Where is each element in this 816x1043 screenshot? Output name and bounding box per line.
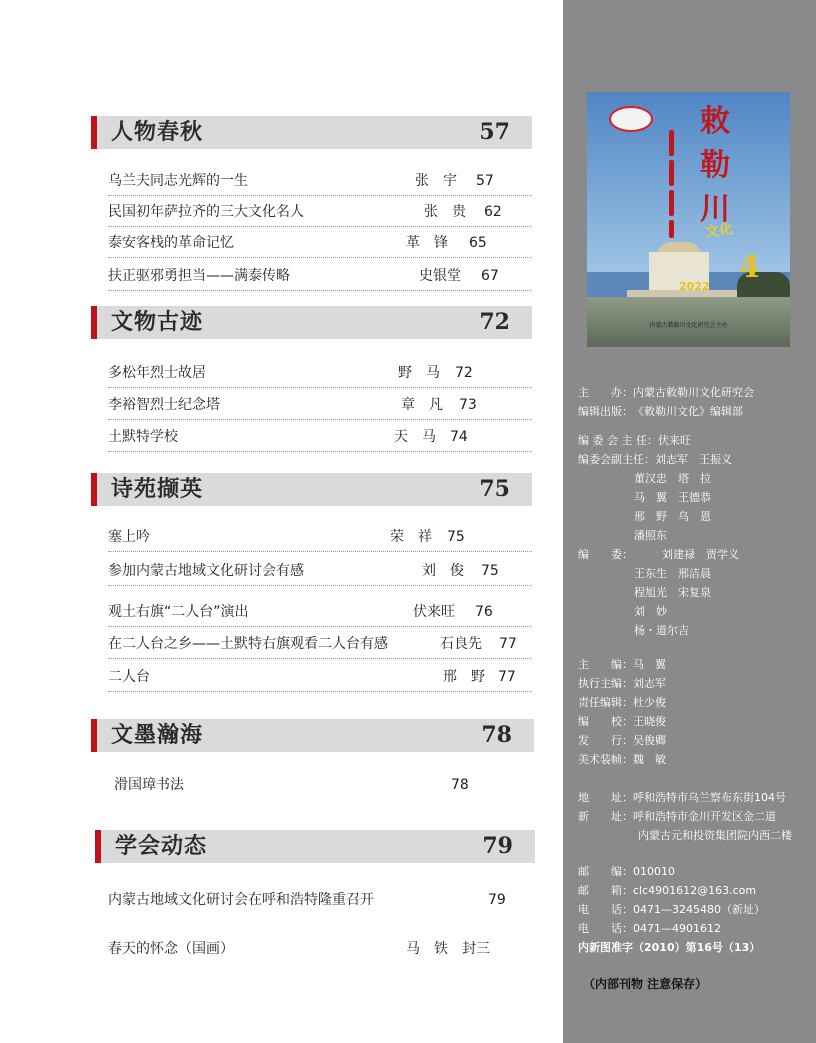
entry-page: 73: [459, 397, 477, 413]
cover-thumbnail[interactable]: [587, 92, 790, 347]
entry-title: 乌兰夫同志光辉的一生: [108, 173, 248, 189]
section-page: 57: [479, 119, 510, 145]
committee-members-label: 编 委：: [578, 548, 633, 561]
committee-director-value: 伏来旺: [658, 434, 691, 447]
masthead-publishing: [578, 383, 813, 421]
entry-page: 57: [476, 173, 494, 189]
postcode-value: 010010: [633, 865, 675, 878]
phone-label: 电 话：: [578, 922, 633, 935]
toc-entry[interactable]: [108, 198, 532, 227]
resp-editor-line: [578, 693, 813, 712]
phone-value: 0471—3245480（新址）: [633, 903, 765, 916]
entry-title: 多松年烈士故居: [108, 365, 206, 381]
section-page: 79: [482, 833, 513, 859]
section-accent-bar: [95, 830, 101, 863]
email-label: 邮 箱：: [578, 884, 633, 897]
phone-value: 0471—4901612: [633, 922, 721, 935]
publisher-label: 编辑出版：: [578, 405, 633, 418]
proofreader-line: [578, 712, 813, 731]
entry-page: 67: [481, 268, 499, 284]
cover-issue-number: 4: [739, 250, 760, 285]
phone-label: 电 话：: [578, 903, 633, 916]
committee-line: 王东生 邢洁晨: [634, 567, 711, 580]
entry-author: 天 马: [394, 429, 436, 445]
section-accent-bar: [91, 306, 97, 339]
distributor-line: [578, 731, 813, 750]
entry-title: 滑国璋书法: [114, 777, 184, 793]
entry-title: 扶正驱邪勇担当——满泰传略: [108, 268, 290, 284]
cover-culture-label: 文化: [704, 221, 735, 241]
section-header-calligraphy: [91, 719, 534, 752]
entry-page: 75: [447, 529, 465, 545]
section-title: 文物古迹: [111, 309, 204, 335]
entry-title: 参加内蒙古地域文化研讨会有感: [108, 563, 304, 579]
toc-entry[interactable]: [108, 630, 532, 659]
postcode-line: [578, 862, 813, 881]
entry-author: 章 凡: [401, 397, 443, 413]
chief-editor-line: [578, 655, 813, 674]
new-address-line: [578, 807, 813, 826]
entry-title: 塞上吟: [108, 529, 150, 545]
entry-title: 土默特学校: [108, 429, 178, 445]
deputy-line: 马 翼 王德恭: [634, 491, 711, 504]
toc-entry[interactable]: [108, 391, 532, 420]
toc-entry[interactable]: [108, 359, 532, 388]
cover-year: 2022: [679, 280, 710, 293]
entry-author: 荣 祥: [390, 529, 432, 545]
new-address-label: 新 址：: [578, 810, 633, 823]
art-design-value: 魏 敏: [633, 753, 666, 766]
chief-editor-label: 主 编：: [578, 658, 633, 671]
section-title: 学会动态: [115, 833, 208, 859]
sponsor-line: [578, 383, 813, 402]
entry-page: 62: [484, 204, 502, 220]
section-accent-bar: [91, 473, 97, 506]
masthead-contact: [578, 862, 813, 957]
entry-page: 79: [488, 892, 506, 908]
entry-author: 张 宇: [415, 173, 457, 189]
resp-editor-label: 责任编辑：: [578, 696, 633, 709]
sponsor-value: 内蒙古敕勒川文化研究会: [633, 386, 754, 399]
entry-author: 革 锋: [406, 235, 448, 251]
cover-title-char: 勒: [700, 148, 730, 183]
entry-author: 张 贵: [424, 204, 466, 220]
entry-title: 李裕智烈士纪念塔: [108, 397, 220, 413]
committee-line: 程旭光 宋复泉: [634, 586, 711, 599]
section-page: 75: [479, 476, 510, 502]
entry-title: 观土右旗“二人台”演出: [108, 604, 249, 620]
masthead-editors: [578, 655, 813, 769]
section-header-society-news: [95, 830, 535, 863]
committee-director-label: 编 委 会 主 任：: [578, 434, 658, 447]
toc-entry[interactable]: [108, 598, 532, 627]
permit-number: 内新图准字（2010）第16号（13）: [578, 941, 761, 954]
entry-author: 史银堂: [419, 268, 461, 284]
cover-title: [695, 100, 735, 232]
entry-page: 74: [450, 429, 468, 445]
section-page: 72: [479, 309, 510, 335]
cover-caption: 内蒙古敕勒川文化研究会主办: [649, 322, 728, 329]
exec-editor-value: 刘志军: [633, 677, 666, 690]
toc-entry[interactable]: [108, 886, 532, 914]
committee-line: 杨・道尔吉: [634, 624, 689, 637]
new-address-value: 呼和浩特市金川开发区金二道: [633, 810, 776, 823]
cover-title-char: 川: [700, 192, 730, 227]
deputy-line: 邢 野 乌 恩: [634, 510, 711, 523]
section-header-relics: [91, 306, 532, 339]
publisher-line: [578, 402, 813, 421]
address-line: [578, 788, 813, 807]
entry-title: 民国初年萨拉齐的三大文化名人: [108, 204, 304, 220]
committee-line: 刘 妙: [634, 605, 667, 618]
entry-author: 石良先: [440, 636, 482, 652]
entry-author: 马 铁 封三: [406, 941, 490, 957]
toc-entry[interactable]: [108, 935, 532, 963]
section-title: 文墨瀚海: [111, 722, 204, 748]
section-accent-bar: [91, 719, 97, 752]
resp-editor-value: 杜少俊: [633, 696, 666, 709]
exec-editor-line: [578, 674, 813, 693]
exec-editor-label: 执行主编：: [578, 677, 633, 690]
entry-title: 泰安客栈的革命记忆: [108, 235, 234, 251]
entry-page: 76: [475, 604, 493, 620]
cover-title-char: 敕: [700, 104, 730, 139]
cover-logo-icon: [609, 106, 653, 132]
cover-mongolian-script: [657, 130, 687, 240]
committee-director-line: [578, 431, 813, 450]
entry-author: 邢 野: [443, 669, 485, 685]
committee-deputy-line: [578, 450, 813, 469]
section-accent-bar: [91, 116, 97, 149]
entry-page: 77: [499, 636, 517, 652]
toc-entry[interactable]: [108, 167, 532, 196]
masthead-address: [578, 788, 813, 845]
address-value: 呼和浩特市乌兰察布东街104号: [633, 791, 786, 804]
internal-notice: （内部刊物 注意保存）: [583, 977, 708, 991]
section-header-people: [91, 116, 532, 149]
email-line: [578, 881, 813, 900]
entry-page: 65: [469, 235, 487, 251]
entry-page: 77: [498, 669, 516, 685]
entry-page: 78: [451, 777, 469, 793]
deputy-line: 董汉忠 塔 拉: [634, 472, 711, 485]
phone-line: [578, 900, 813, 919]
toc-entry[interactable]: [108, 663, 532, 692]
distributor-label: 发 行：: [578, 734, 633, 747]
toc-entry[interactable]: [108, 557, 532, 586]
entry-author: 伏来旺: [413, 604, 455, 620]
postcode-label: 邮 编：: [578, 865, 633, 878]
committee-deputy-label: 编委会副主任：: [578, 453, 655, 466]
section-title: 诗苑撷英: [111, 476, 204, 502]
section-header-poetry: [91, 473, 532, 506]
address-label: 地 址：: [578, 791, 633, 804]
art-design-line: [578, 750, 813, 769]
toc-entry[interactable]: [114, 771, 538, 799]
section-title: 人物春秋: [111, 119, 204, 145]
toc-entry[interactable]: [108, 262, 532, 291]
section-page: 78: [481, 722, 512, 748]
toc-entry[interactable]: [108, 423, 532, 452]
email-value[interactable]: clc4901612@163.com: [633, 884, 757, 897]
committee-members-value: 刘建禄 贾学义: [662, 548, 739, 561]
phone-line: [578, 919, 813, 938]
new-address-line2: 内蒙古元和投资集团院内西二楼: [638, 829, 792, 842]
entry-page: 72: [455, 365, 473, 381]
sponsor-label: 主 办：: [578, 386, 633, 399]
deputy-line: 潘照东: [634, 529, 667, 542]
art-design-label: 美术装帧：: [578, 753, 633, 766]
toc-entry[interactable]: [108, 229, 532, 258]
entry-author: 野 马: [398, 365, 440, 381]
proofreader-label: 编 校：: [578, 715, 633, 728]
proofreader-value: 王晓俊: [633, 715, 666, 728]
toc-entry[interactable]: [108, 523, 532, 552]
entry-author: 刘 俊: [422, 563, 464, 579]
entry-title: 内蒙古地域文化研讨会在呼和浩特隆重召开: [108, 892, 374, 908]
masthead-committee: [578, 431, 813, 640]
distributor-value: 吴俊卿: [633, 734, 666, 747]
chief-editor-value: 马 翼: [633, 658, 666, 671]
entry-title: 二人台: [108, 669, 150, 685]
publisher-value: 《敕勒川文化》编辑部: [633, 405, 743, 418]
entry-page: 75: [481, 563, 499, 579]
committee-deputy-value: 刘志军 王振义: [655, 453, 732, 466]
entry-title: 在二人台之乡——土默特右旗观看二人台有感: [108, 636, 388, 652]
entry-title: 春天的怀念（国画）: [108, 941, 234, 957]
committee-members-line: [578, 545, 813, 564]
